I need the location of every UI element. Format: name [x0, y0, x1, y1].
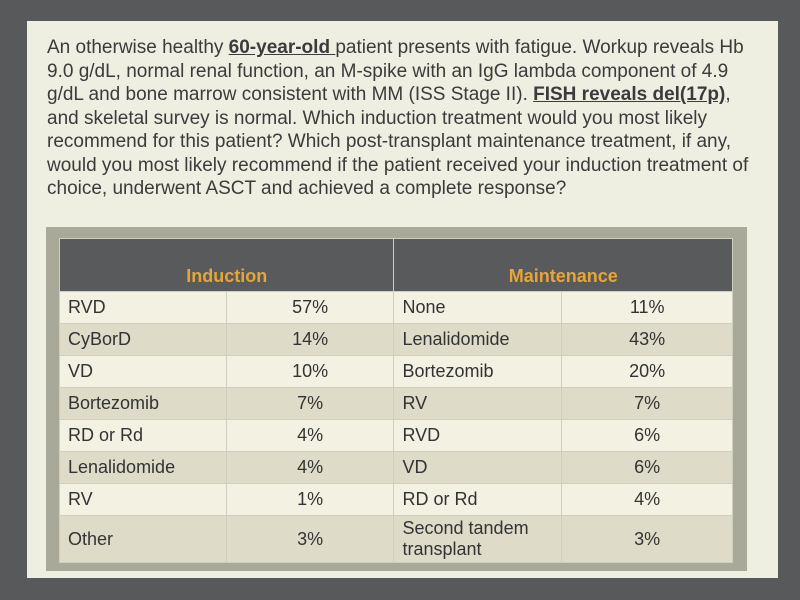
- table-row: [60, 388, 733, 420]
- induction-cell: Bortezomib: [60, 388, 227, 420]
- question-part-2: patient presents with fatigue. Workup reveals Hb 9.0 g/dL, normal renal function, an M-spike with an IgG lambda component of 4.9 g/dL and bone marrow consistent with MM (ISS Stage II).: [47, 37, 744, 105]
- question-text: [47, 36, 767, 201]
- induction-cell: RVD: [60, 292, 227, 324]
- table-frame: [46, 227, 747, 571]
- question-part-3: , and skeletal survey is normal. Which induction treatment would you most likely recommend for this patient? Which post-transplant maintenance treatment, if any, would you most likely recommend if the patient received your induction treatment of choice, underwent ASCT and achieved a complete response?: [47, 84, 749, 199]
- question-part-1: An otherwise healthy: [47, 37, 229, 58]
- table-row: [60, 420, 733, 452]
- induction-cell: VD: [60, 356, 227, 388]
- induction-pct-cell: 57%: [226, 292, 394, 324]
- induction-cell: Lenalidomide: [60, 452, 227, 484]
- induction-pct-cell: 3%: [226, 516, 394, 563]
- table-row: [60, 292, 733, 324]
- table-row: [60, 484, 733, 516]
- induction-pct-cell: 10%: [226, 356, 394, 388]
- induction-cell: RV: [60, 484, 227, 516]
- table-row: [60, 356, 733, 388]
- maintenance-pct-cell: 3%: [562, 516, 733, 563]
- table-row: [60, 516, 733, 563]
- induction-pct-cell: 4%: [226, 452, 394, 484]
- table-header-row: [60, 239, 733, 292]
- maintenance-pct-cell: 4%: [562, 484, 733, 516]
- maintenance-cell: Bortezomib: [394, 356, 562, 388]
- induction-cell: CyBorD: [60, 324, 227, 356]
- induction-cell: Other: [60, 516, 227, 563]
- maintenance-cell: Second tandem transplant: [394, 516, 562, 563]
- maintenance-pct-cell: 43%: [562, 324, 733, 356]
- maintenance-pct-cell: 6%: [562, 452, 733, 484]
- maintenance-pct-cell: 7%: [562, 388, 733, 420]
- induction-pct-cell: 4%: [226, 420, 394, 452]
- slide: [27, 21, 778, 578]
- results-table: [59, 238, 733, 563]
- maintenance-pct-cell: 11%: [562, 292, 733, 324]
- maintenance-pct-cell: 6%: [562, 420, 733, 452]
- age-emphasis: 60-year-old: [228, 37, 336, 58]
- maintenance-cell: RVD: [394, 420, 562, 452]
- induction-pct-cell: 14%: [226, 324, 394, 356]
- maintenance-cell: RD or Rd: [394, 484, 562, 516]
- maintenance-pct-cell: 20%: [562, 356, 733, 388]
- maintenance-cell: RV: [394, 388, 562, 420]
- maintenance-cell: None: [394, 292, 562, 324]
- table-row: [60, 324, 733, 356]
- table-body: [60, 292, 733, 563]
- fish-emphasis: FISH reveals del(17p): [533, 84, 726, 105]
- induction-pct-cell: 7%: [226, 388, 394, 420]
- induction-cell: RD or Rd: [60, 420, 227, 452]
- maintenance-cell: VD: [394, 452, 562, 484]
- maintenance-cell: Lenalidomide: [394, 324, 562, 356]
- maintenance-header: Maintenance: [394, 239, 733, 292]
- table-row: [60, 452, 733, 484]
- induction-pct-cell: 1%: [226, 484, 394, 516]
- induction-header: Induction: [60, 239, 394, 292]
